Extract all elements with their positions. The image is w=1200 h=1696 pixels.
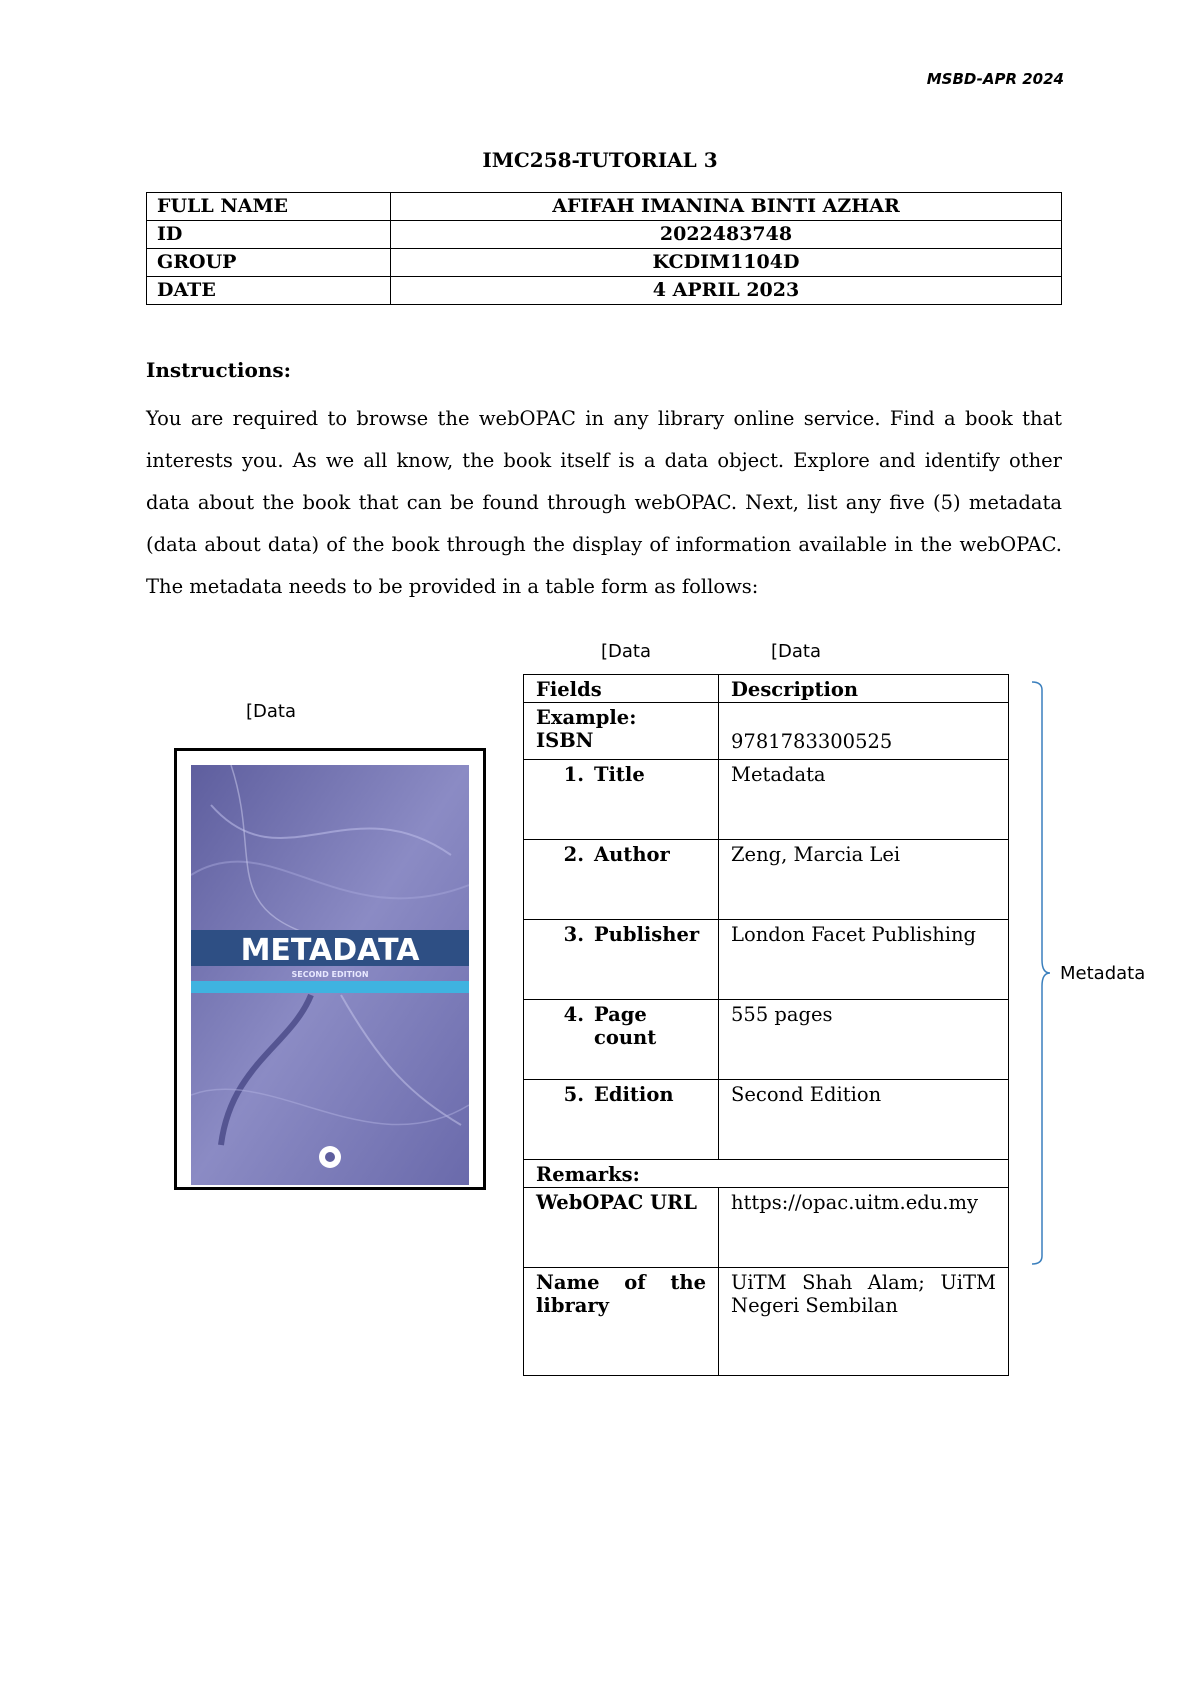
example-label: Example: — [536, 706, 637, 729]
example-field — [524, 703, 719, 760]
field-page-count: Page count — [594, 1003, 657, 1049]
info-value: 2022483748 — [391, 221, 1062, 249]
value-page-count: 555 pages — [719, 1000, 1009, 1080]
value-title: Metadata — [719, 760, 1009, 840]
value-webopac-url: https://opac.uitm.edu.my — [719, 1188, 1009, 1268]
table-header-row — [524, 675, 1009, 703]
table-row — [147, 277, 1062, 305]
info-key: GROUP — [147, 249, 391, 277]
book-cover-frame — [174, 748, 486, 1190]
value-edition: Second Edition — [719, 1080, 1009, 1160]
example-field-name: ISBN — [536, 729, 594, 752]
remarks-label: Remarks: — [524, 1160, 1009, 1188]
table-row: 4. Page count 555 pages — [524, 1000, 1009, 1080]
info-key: FULL NAME — [147, 193, 391, 221]
table-row — [147, 193, 1062, 221]
table-row — [147, 249, 1062, 277]
table-row: 2. Author Zeng, Marcia Lei — [524, 840, 1009, 920]
instructions-heading: Instructions: — [146, 358, 292, 382]
field-publisher: Publisher — [594, 923, 700, 946]
metadata-brace — [1030, 680, 1054, 1266]
table-row — [524, 1160, 1009, 1188]
info-key: DATE — [147, 277, 391, 305]
metadata-table — [523, 674, 1009, 1376]
header-tag: MSBD-APR 2024 — [926, 70, 1064, 88]
data-field-annotation: [Data — [601, 641, 652, 662]
info-key: ID — [147, 221, 391, 249]
student-info-table — [146, 192, 1062, 305]
table-row — [524, 703, 1009, 760]
fields-header: Fields — [524, 675, 719, 703]
cover-stripe — [191, 981, 469, 993]
field-edition: Edition — [594, 1083, 674, 1106]
field-webopac-url: WebOPAC URL — [524, 1188, 719, 1268]
example-value: 9781783300525 — [731, 730, 893, 753]
table-row: 5. Edition Second Edition — [524, 1080, 1009, 1160]
instructions-body: You are required to browse the webOPAC in any library online service. Find a book that interests you. As we all know, the book itself is a data object. Explore and identify other data about the book that can be found through webOPAC. Next, list any five (5) metadata (data about data) of the book through the display of information available in the webOPAC. The metadata needs to be provided in a table form as follows: — [146, 407, 1062, 598]
metadata-label: Metadata — [1060, 963, 1146, 984]
table-row: 3. Publisher London Facet Publishing — [524, 920, 1009, 1000]
example-value-cell — [719, 703, 1009, 760]
data-description-annotation: [Data — [771, 641, 822, 662]
info-value: AFIFAH IMANINA BINTI AZHAR — [391, 193, 1062, 221]
value-publisher: London Facet Publishing — [719, 920, 1009, 1000]
field-author: Author — [594, 843, 670, 866]
field-library-name: Name of the library — [524, 1268, 719, 1376]
table-row — [524, 1188, 1009, 1268]
cover-subtitle: SECOND EDITION — [291, 970, 369, 979]
description-header: Description — [719, 675, 1009, 703]
table-row — [147, 221, 1062, 249]
data-object-annotation: [Data — [246, 701, 297, 722]
table-row: 1. Title Metadata — [524, 760, 1009, 840]
book-cover-image — [191, 765, 469, 1185]
value-author: Zeng, Marcia Lei — [719, 840, 1009, 920]
value-library-name: UiTM Shah Alam; UiTM Negeri Sembilan — [719, 1268, 1009, 1376]
table-row — [524, 1268, 1009, 1376]
cover-title: METADATA — [240, 933, 420, 968]
field-title: Title — [594, 763, 645, 786]
info-value: 4 APRIL 2023 — [391, 277, 1062, 305]
document-title: IMC258-TUTORIAL 3 — [482, 148, 718, 172]
info-value: KCDIM1104D — [391, 249, 1062, 277]
